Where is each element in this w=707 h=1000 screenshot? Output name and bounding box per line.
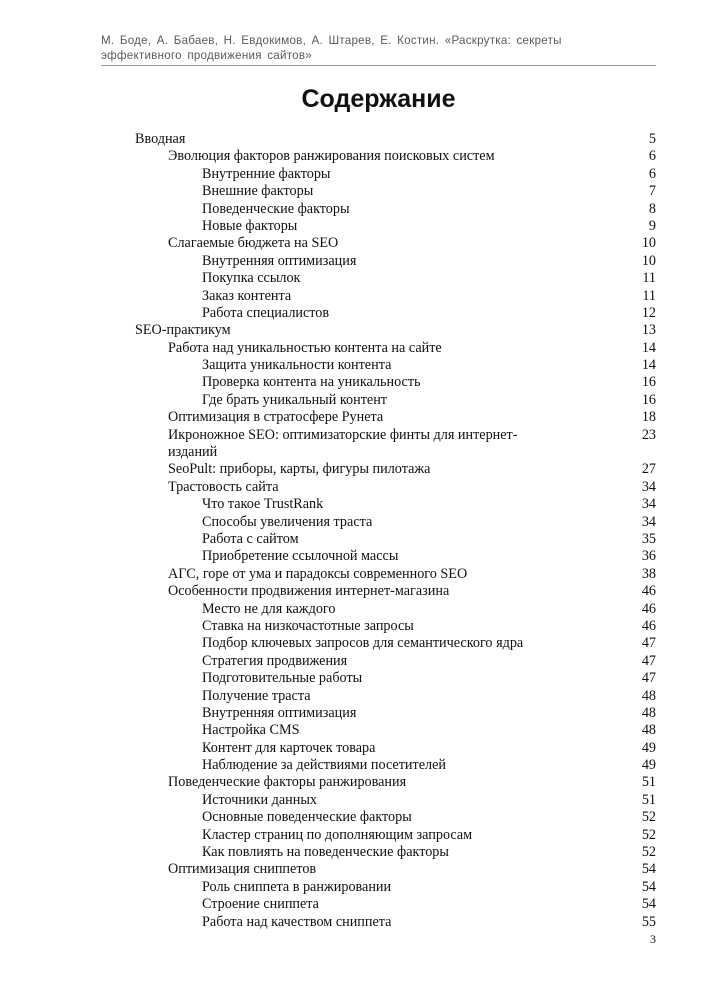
toc-entry-page: 46 — [641, 617, 656, 634]
toc-entry[interactable] — [0, 861, 707, 878]
toc-entry-page: 34 — [641, 478, 656, 495]
toc-entry-title: Покупка ссылок — [202, 270, 301, 287]
toc-entry[interactable] — [0, 653, 707, 670]
toc-entry-page: 47 — [641, 670, 656, 687]
toc-entry-page: 52 — [641, 826, 656, 843]
header-divider — [101, 65, 656, 66]
toc-entry[interactable] — [0, 340, 707, 357]
toc-entry-title: Настройка CMS — [202, 722, 300, 739]
toc-entry-title: Внутренняя оптимизация — [202, 704, 357, 721]
toc-entry-title: Работа над уникальностью контента на сайте — [168, 339, 442, 356]
toc-entry[interactable] — [0, 914, 707, 931]
toc-entry[interactable] — [0, 148, 707, 165]
toc-entry-page: 55 — [641, 913, 656, 930]
toc-entry-page: 23 — [641, 426, 656, 443]
toc-entry-title: Получение траста — [202, 687, 311, 704]
toc-entry-page: 10 — [641, 235, 656, 252]
toc-entry[interactable] — [0, 374, 707, 391]
toc-entry-page: 34 — [641, 513, 656, 530]
toc-entry[interactable] — [0, 253, 707, 270]
toc-entry-page: 14 — [641, 339, 656, 356]
toc-entry-title: Наблюдение за действиями посетителей — [202, 757, 446, 774]
toc-entry-page: 54 — [641, 861, 656, 878]
toc-entry[interactable] — [0, 427, 707, 462]
table-of-contents — [0, 131, 707, 931]
toc-entry[interactable] — [0, 409, 707, 426]
toc-entry-title: Защита уникальности контента — [202, 357, 392, 374]
toc-entry-title: Работа с сайтом — [202, 531, 299, 547]
toc-entry[interactable] — [0, 809, 707, 826]
toc-entry[interactable] — [0, 879, 707, 896]
toc-entry-page: 11 — [642, 270, 656, 287]
page-title: Содержание — [301, 85, 456, 113]
toc-entry-title: Оптимизация сниппетов — [168, 861, 317, 878]
toc-entry-page: 6 — [648, 165, 656, 182]
toc-entry-title: Как повлиять на поведенческие факторы — [202, 844, 449, 861]
toc-entry-page: 46 — [641, 600, 656, 617]
toc-entry-title: Особенности продвижения интернет-магазина — [168, 583, 450, 600]
toc-entry-title: Роль сниппета в ранжировании — [202, 878, 392, 895]
toc-entry[interactable] — [0, 235, 707, 252]
toc-entry-title: Подготовительные работы — [202, 670, 363, 687]
toc-entry-page: 48 — [641, 722, 656, 739]
toc-entry-title: Приобретение ссылочной массы — [202, 548, 399, 565]
toc-entry-title: Работа над качеством сниппета — [202, 913, 392, 930]
toc-entry-page: 9 — [648, 217, 656, 234]
running-header: М. Боде, А. Бабаев, Н. Евдокимов, А. Штарев, Е. Костин. «Раскрутка: секреты эффективного продвижения сайтов» — [101, 34, 562, 62]
toc-entry[interactable] — [0, 218, 707, 235]
toc-entry-page: 36 — [641, 548, 656, 565]
toc-entry[interactable] — [0, 357, 707, 374]
toc-entry[interactable] — [0, 635, 707, 652]
toc-entry-title: Стратегия продвижения — [202, 652, 348, 669]
toc-entry[interactable] — [0, 166, 707, 183]
toc-entry[interactable] — [0, 844, 707, 861]
toc-entry[interactable] — [0, 479, 707, 496]
toc-entry-page: 5 — [648, 131, 656, 147]
toc-entry[interactable] — [0, 288, 707, 305]
toc-entry-page: 14 — [641, 357, 656, 374]
toc-entry[interactable] — [0, 601, 707, 618]
toc-entry-title: Основные поведенческие факторы — [202, 809, 412, 826]
toc-entry[interactable] — [0, 531, 707, 548]
toc-entry[interactable] — [0, 740, 707, 757]
toc-entry[interactable] — [0, 896, 707, 913]
toc-entry-title: АГС, горе от ума и парадоксы современного SEO — [168, 565, 468, 582]
toc-entry-page: 48 — [641, 687, 656, 704]
toc-entry-title: Трастовость сайта — [168, 478, 279, 495]
toc-entry-title: Заказ контента — [202, 287, 292, 304]
toc-entry[interactable] — [0, 618, 707, 635]
toc-entry-page: 54 — [641, 896, 656, 913]
toc-entry-page: 52 — [641, 844, 656, 861]
toc-entry[interactable] — [0, 583, 707, 600]
toc-entry-page: 27 — [641, 461, 656, 478]
toc-entry-title: Источники данных — [202, 791, 317, 808]
toc-entry-title: Подбор ключевых запросов для семантического ядра — [202, 635, 524, 652]
toc-entry-title: Поведенческие факторы ранжирования — [168, 774, 407, 791]
toc-entry[interactable] — [0, 792, 707, 809]
toc-entry-page: 49 — [641, 757, 656, 774]
toc-entry-page: 46 — [641, 583, 656, 600]
toc-entry-page: 47 — [641, 635, 656, 652]
toc-entry-page: 12 — [641, 304, 656, 321]
toc-entry-page: 48 — [641, 704, 656, 721]
toc-entry-page: 38 — [641, 565, 656, 582]
toc-entry-title: Кластер страниц по дополняющим запросам — [202, 826, 473, 843]
toc-entry-title: Проверка контента на уникальность — [202, 374, 421, 391]
toc-entry-title: Что такое TrustRank — [202, 496, 324, 513]
toc-entry-page: 49 — [641, 739, 656, 756]
toc-entry-title: Способы увеличения траста — [202, 513, 373, 530]
toc-entry-page: 11 — [642, 287, 656, 304]
toc-entry[interactable] — [0, 705, 707, 722]
toc-entry[interactable] — [0, 392, 707, 409]
toc-entry-title: Внутренние факторы — [202, 165, 331, 182]
toc-entry-page: 18 — [641, 409, 656, 426]
toc-entry[interactable] — [0, 201, 707, 218]
toc-entry[interactable] — [0, 270, 707, 287]
toc-entry[interactable] — [0, 183, 707, 200]
toc-entry-title: Работа специалистов — [202, 304, 330, 321]
toc-entry-title: Контент для карточек товара — [202, 739, 376, 756]
toc-entry-page: 8 — [648, 200, 656, 217]
toc-entry-title: Строение сниппета — [202, 896, 319, 913]
toc-entry[interactable] — [0, 305, 707, 322]
toc-entry-page: 34 — [641, 496, 656, 513]
toc-entry-page: 52 — [641, 809, 656, 826]
toc-entry-page: 7 — [648, 183, 656, 200]
toc-entry-page: 6 — [648, 148, 656, 165]
toc-entry[interactable] — [0, 496, 707, 513]
toc-entry-title: SeoPult: приборы, карты, фигуры пилотажа — [168, 461, 431, 478]
toc-entry[interactable] — [0, 774, 707, 791]
toc-entry[interactable] — [0, 688, 707, 705]
toc-entry[interactable] — [0, 514, 707, 531]
toc-entry-page: 35 — [641, 531, 656, 547]
toc-entry[interactable] — [0, 670, 707, 687]
toc-entry[interactable] — [0, 722, 707, 739]
toc-entry-page: 54 — [641, 878, 656, 895]
toc-entry-page: 13 — [641, 322, 656, 339]
toc-entry-title: Ставка на низкочастотные запросы — [202, 617, 414, 634]
toc-entry-title: Поведенческие факторы — [202, 200, 350, 217]
toc-entry-title: Икроножное SEO: оптимизаторские финты для интернет-изданий — [168, 426, 518, 461]
page-number: 3 — [650, 932, 656, 946]
toc-entry-page: 51 — [641, 791, 656, 808]
toc-entry-title: Где брать уникальный контент — [202, 391, 387, 408]
toc-entry-title: Слагаемые бюджета на SEO — [168, 235, 339, 252]
toc-entry[interactable] — [0, 461, 707, 478]
toc-entry[interactable] — [0, 757, 707, 774]
toc-entry-title: Место не для каждого — [202, 600, 336, 617]
toc-entry-title: SEO-практикум — [135, 322, 231, 339]
toc-entry[interactable] — [0, 322, 707, 339]
toc-entry[interactable] — [0, 566, 707, 583]
toc-entry-title: Эволюция факторов ранжирования поисковых систем — [168, 148, 495, 165]
toc-entry-page: 16 — [641, 391, 656, 408]
toc-entry-title: Вводная — [135, 131, 186, 147]
toc-entry[interactable] — [0, 548, 707, 565]
toc-entry-page: 16 — [641, 374, 656, 391]
toc-entry[interactable] — [0, 827, 707, 844]
toc-entry[interactable] — [0, 131, 707, 148]
toc-entry-page: 51 — [641, 774, 656, 791]
toc-entry-title: Новые факторы — [202, 217, 298, 234]
toc-entry-title: Внутренняя оптимизация — [202, 252, 357, 269]
toc-entry-page: 47 — [641, 652, 656, 669]
toc-entry-title: Оптимизация в стратосфере Рунета — [168, 409, 384, 426]
toc-entry-page: 10 — [641, 252, 656, 269]
toc-entry-title: Внешние факторы — [202, 183, 314, 200]
